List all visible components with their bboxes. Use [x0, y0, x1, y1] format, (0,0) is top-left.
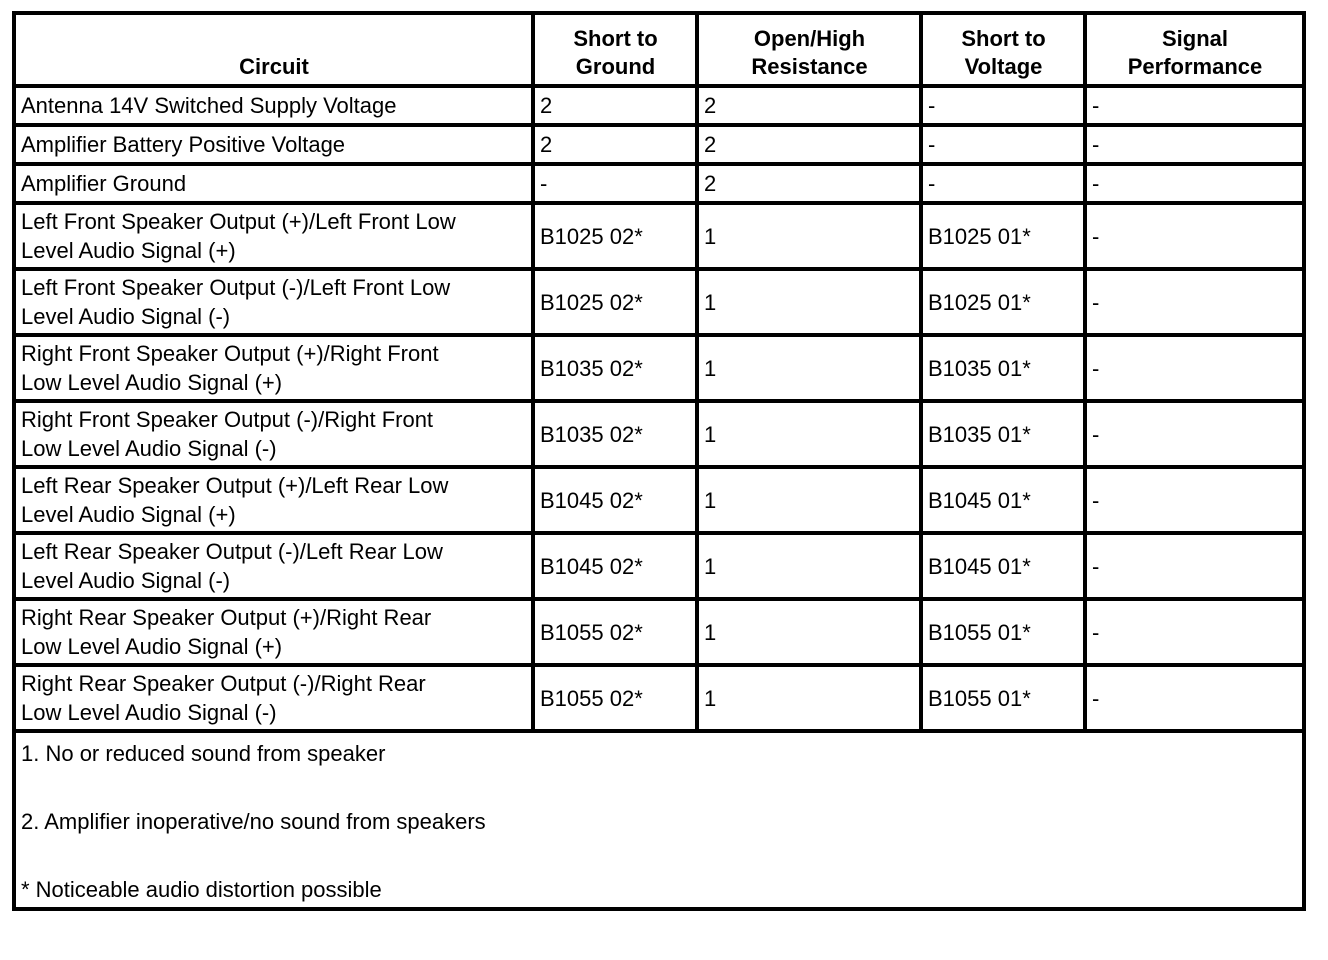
header-line: Circuit [239, 54, 309, 79]
header-line: Signal [1161, 26, 1228, 51]
circuit-line: Low Level Audio Signal (-) [21, 436, 277, 461]
signal-performance-cell: - [1085, 533, 1304, 599]
table-row [14, 467, 1304, 533]
circuit-cell [14, 164, 533, 203]
open-high-resistance-cell: 1 [697, 467, 921, 533]
open-high-resistance-cell: 2 [697, 125, 921, 164]
circuit-line: Left Rear Speaker Output (+)/Left Rear Low [21, 473, 449, 498]
table-row [14, 125, 1304, 164]
open-high-resistance-cell: 1 [697, 665, 921, 731]
circuit-line: Antenna 14V Switched Supply Voltage [21, 93, 397, 118]
table-row [14, 401, 1304, 467]
circuit-cell [14, 599, 533, 665]
signal-performance-cell: - [1085, 401, 1304, 467]
signal-performance-cell: - [1085, 335, 1304, 401]
header-line: Voltage [964, 54, 1043, 79]
short-to-voltage-cell: B1045 01* [921, 467, 1085, 533]
signal-performance-cell: - [1085, 269, 1304, 335]
signal-performance-cell: - [1085, 125, 1304, 164]
header-line: Short to [573, 26, 658, 51]
short-to-voltage-cell: - [921, 125, 1085, 164]
short-to-ground-cell: - [533, 164, 697, 203]
circuit-line: Amplifier Battery Positive Voltage [21, 132, 346, 157]
short-to-ground-cell: B1025 02* [533, 269, 697, 335]
short-to-ground-cell: 2 [533, 86, 697, 125]
circuit-cell [14, 269, 533, 335]
short-to-ground-cell: B1055 02* [533, 665, 697, 731]
circuit-line: Level Audio Signal (+) [21, 502, 236, 527]
table-row [14, 335, 1304, 401]
short-to-voltage-cell: B1035 01* [921, 401, 1085, 467]
circuit-cell [14, 86, 533, 125]
header-line: Performance [1127, 54, 1263, 79]
signal-performance-cell: - [1085, 665, 1304, 731]
short-to-voltage-cell: B1055 01* [921, 665, 1085, 731]
circuit-line: Low Level Audio Signal (+) [21, 634, 283, 659]
circuit-cell [14, 335, 533, 401]
short-to-ground-cell: B1055 02* [533, 599, 697, 665]
circuit-line: Right Front Speaker Output (+)/Right Front [21, 341, 439, 366]
header-line: Resistance [751, 54, 868, 79]
header-line: Open/High [753, 26, 866, 51]
circuit-line: Amplifier Ground [21, 171, 187, 196]
short-to-voltage-cell: B1025 01* [921, 269, 1085, 335]
short-to-ground-cell: B1035 02* [533, 335, 697, 401]
header-line: Short to [961, 26, 1046, 51]
circuit-line: Right Rear Speaker Output (-)/Right Rear [21, 671, 426, 696]
circuit-line: Low Level Audio Signal (-) [21, 700, 277, 725]
table-row [14, 599, 1304, 665]
table-row [14, 86, 1304, 125]
header-line: Ground [575, 54, 656, 79]
table-row [14, 164, 1304, 203]
open-high-resistance-cell: 2 [697, 86, 921, 125]
open-high-resistance-cell: 1 [697, 269, 921, 335]
open-high-resistance-cell: 1 [697, 335, 921, 401]
notes-cell [14, 731, 1304, 909]
table-row [14, 203, 1304, 269]
open-high-resistance-cell: 1 [697, 599, 921, 665]
circuit-cell [14, 203, 533, 269]
note-1: 1. No or reduced sound from speaker [21, 741, 386, 766]
circuit-line: Left Front Speaker Output (+)/Left Front Low [21, 209, 456, 234]
circuit-line: Level Audio Signal (-) [21, 568, 231, 593]
signal-performance-cell: - [1085, 599, 1304, 665]
circuit-line: Level Audio Signal (-) [21, 304, 231, 329]
circuit-cell [14, 665, 533, 731]
signal-performance-cell: - [1085, 467, 1304, 533]
circuit-cell [14, 125, 533, 164]
header-circuit [14, 13, 533, 86]
circuit-line: Left Front Speaker Output (-)/Left Front Low [21, 275, 451, 300]
table-row [14, 533, 1304, 599]
signal-performance-cell: - [1085, 164, 1304, 203]
circuit-line: Right Rear Speaker Output (+)/Right Rear [21, 605, 432, 630]
short-to-ground-cell: B1045 02* [533, 533, 697, 599]
header-short-to-voltage [921, 13, 1085, 86]
circuit-diagnostic-table [12, 11, 1306, 911]
signal-performance-cell: - [1085, 86, 1304, 125]
circuit-line: Low Level Audio Signal (+) [21, 370, 283, 395]
short-to-ground-cell: B1045 02* [533, 467, 697, 533]
note-asterisk: * Noticeable audio distortion possible [21, 877, 382, 902]
header-row [14, 13, 1304, 86]
header-signal-performance [1085, 13, 1304, 86]
open-high-resistance-cell: 1 [697, 533, 921, 599]
short-to-ground-cell: B1035 02* [533, 401, 697, 467]
circuit-cell [14, 401, 533, 467]
short-to-ground-cell: B1025 02* [533, 203, 697, 269]
circuit-cell [14, 467, 533, 533]
notes-row [14, 731, 1304, 909]
header-open-high-resistance [697, 13, 921, 86]
open-high-resistance-cell: 2 [697, 164, 921, 203]
circuit-line: Left Rear Speaker Output (-)/Left Rear Low [21, 539, 443, 564]
signal-performance-cell: - [1085, 203, 1304, 269]
open-high-resistance-cell: 1 [697, 401, 921, 467]
note-2: 2. Amplifier inoperative/no sound from speakers [21, 809, 486, 834]
header-short-to-ground [533, 13, 697, 86]
circuit-line: Level Audio Signal (+) [21, 238, 236, 263]
table-body [14, 86, 1304, 731]
short-to-voltage-cell: B1035 01* [921, 335, 1085, 401]
short-to-voltage-cell: B1045 01* [921, 533, 1085, 599]
table-row [14, 269, 1304, 335]
open-high-resistance-cell: 1 [697, 203, 921, 269]
table-row [14, 665, 1304, 731]
circuit-line: Right Front Speaker Output (-)/Right Front [21, 407, 434, 432]
short-to-voltage-cell: B1025 01* [921, 203, 1085, 269]
short-to-voltage-cell: B1055 01* [921, 599, 1085, 665]
short-to-voltage-cell: - [921, 164, 1085, 203]
short-to-ground-cell: 2 [533, 125, 697, 164]
short-to-voltage-cell: - [921, 86, 1085, 125]
circuit-cell [14, 533, 533, 599]
